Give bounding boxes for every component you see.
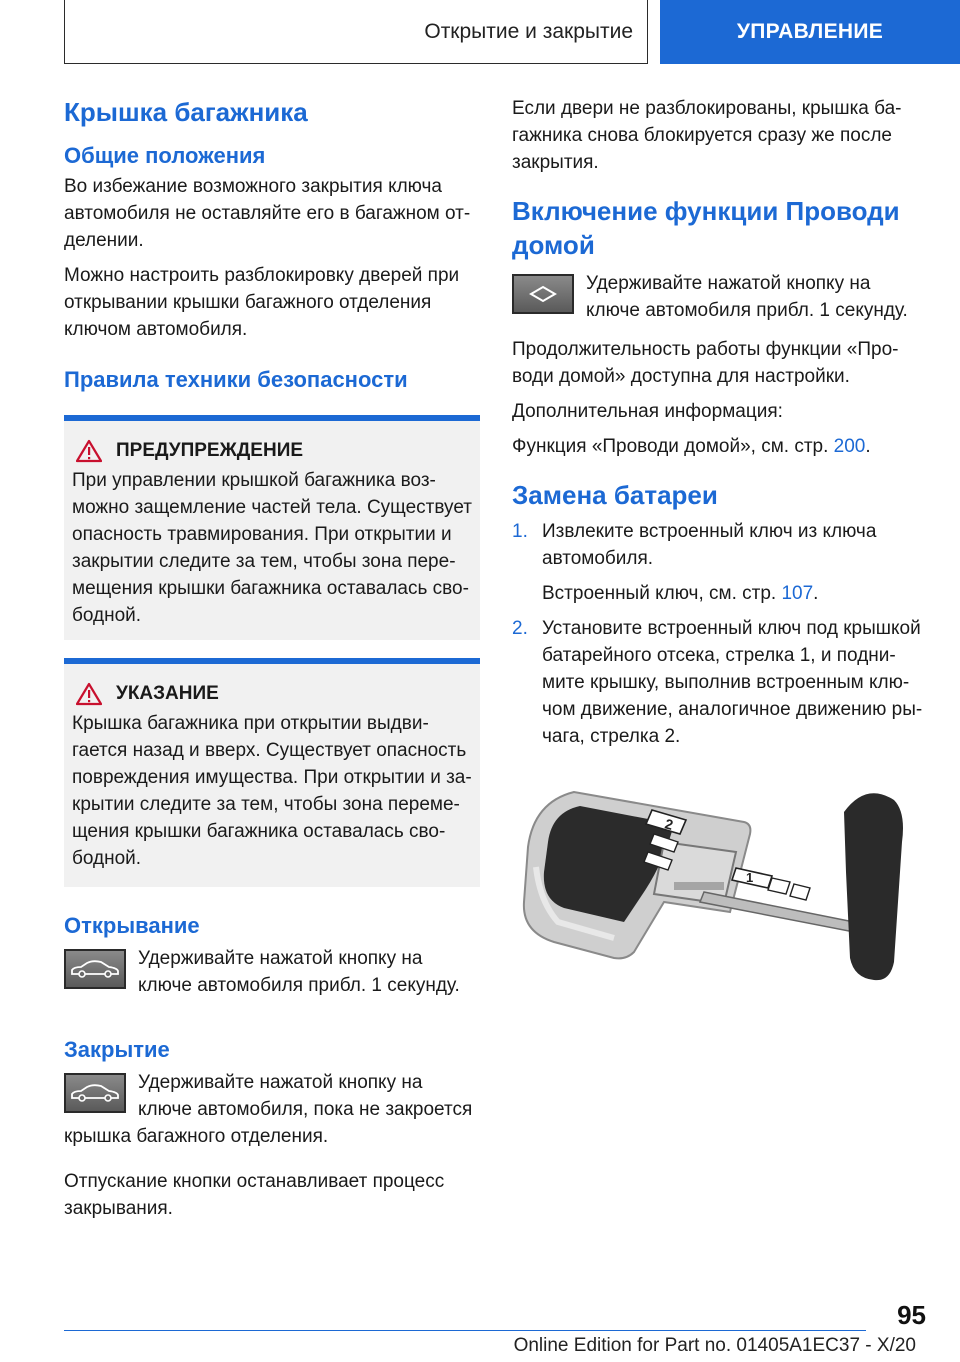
arrow-1-icon: [732, 868, 810, 900]
warning-triangle-icon: [76, 682, 102, 706]
note-title-label: УКАЗАНИЕ: [116, 683, 219, 704]
step-sub-text: Встроенный ключ, см. стр.: [542, 583, 782, 604]
follow-me-paragraph-2: Дополнительная информация:: [512, 401, 783, 422]
opening-text: Удерживайте нажатой кнопку на ключе автомобиля прибл. 1 секунду.: [138, 948, 460, 996]
step-number: 1.: [512, 521, 528, 542]
footer-divider: [64, 1330, 866, 1331]
closing-instruction: [64, 1069, 480, 1150]
diamond-headlight-icon: [512, 274, 574, 314]
header-tab: [64, 0, 648, 64]
key-battery-illustration: [514, 772, 926, 1007]
step-subtext: [542, 580, 926, 607]
heading-general: Общие положения: [64, 143, 266, 168]
arrow-2-label: 2: [663, 815, 675, 833]
heading-closing: Закрытие: [64, 1037, 170, 1062]
warning-box: [64, 415, 480, 640]
warning-title: [76, 439, 472, 463]
left-column: [64, 95, 480, 1222]
heading-safety: Правила техники безопасности: [64, 367, 408, 392]
follow-me-paragraph-3: [512, 433, 926, 460]
opening-instruction: [64, 945, 480, 999]
page-link-200[interactable]: 200: [833, 436, 866, 457]
battery-steps-list: [512, 518, 926, 750]
follow-me-ref-period: .: [865, 436, 871, 457]
header-section-badge[interactable]: [660, 0, 960, 64]
list-item: [512, 615, 926, 750]
follow-me-ref-text: Функция «Проводи домой», см. стр.: [512, 436, 834, 457]
closing-text: Удерживайте нажатой кнопку на ключе автомобиля, пока не закроется крышка багажного отделения.: [64, 1072, 473, 1147]
note-title: [76, 682, 472, 706]
heading-battery-replacement: Замена батареи: [512, 480, 718, 510]
step-text: Извлеките встроенный ключ из ключа автомобиля.: [542, 521, 877, 569]
list-item: [512, 518, 926, 607]
warning-triangle-icon: [76, 439, 102, 463]
note-box: [64, 658, 480, 887]
follow-me-text: Удерживайте нажатой кнопку на ключе автомобиля прибл. 1 секунду.: [586, 273, 908, 321]
footer-edition: Online Edition for Part no. 01405A1EC37 - X/20: [513, 1335, 916, 1356]
warning-title-label: ПРЕДУПРЕЖДЕНИЕ: [116, 440, 304, 461]
follow-me-paragraph-1: Продолжительность работы функции «Про-води домой» доступна для настройки.: [512, 339, 899, 387]
heading-opening: Открывание: [64, 913, 200, 938]
page-link-107[interactable]: 107: [781, 583, 814, 604]
heading-follow-me-home: Включение функции Проводи домой: [512, 196, 900, 260]
general-paragraph-2: Можно настроить разблокировку дверей при открывании крышки багажного отделения ключом автомобиля.: [64, 265, 460, 340]
step-number: 2.: [512, 618, 528, 639]
car-trunk-icon: [64, 949, 126, 989]
warning-text: При управлении крышкой багажника воз-можно защемление частей тела. Существует опасность травмирования. При открытии и закрытии следите за тем, чтобы зона пере-мещения крышки багажника оставалась сво-бодной.: [72, 470, 472, 626]
page-number: 95: [897, 1300, 926, 1330]
general-paragraph-1: Во избежание возможного закрытия ключа автомобиля не оставляйте его в багажном от-делении.: [64, 176, 471, 251]
follow-me-instruction: [512, 270, 926, 324]
right-column: [512, 95, 926, 1007]
header-section-label: УПРАВЛЕНИЕ: [736, 20, 884, 43]
arrow-1-label: 1: [746, 870, 754, 885]
step-sub-period: .: [813, 583, 819, 604]
step-text: Установите встроенный ключ под крышкой батарейного отсека, стрелка 1, и подни-мите крышку, выполнив встроенным клю-чом движение, аналогичное движению ры-чага, стрелка 2.: [542, 618, 923, 747]
car-trunk-icon: [64, 1073, 126, 1113]
closing-paragraph-2: Отпускание кнопки останавливает процесс закрывания.: [64, 1171, 445, 1219]
section-title-trunk: Крышка багажника: [64, 97, 308, 127]
header-tab-title: Открытие и закрытие: [424, 19, 633, 43]
note-text: Крышка багажника при открытии выдви-гается назад и вверх. Существует опасность повреждения имущества. При открытии и за-крытии следите за тем, чтобы зона переме-щения крышки багажника оставалась сво-бодной.: [72, 713, 472, 869]
right-paragraph-0: Если двери не разблокированы, крышка ба-гажника снова блокируется сразу же после закрытия.: [512, 98, 902, 173]
